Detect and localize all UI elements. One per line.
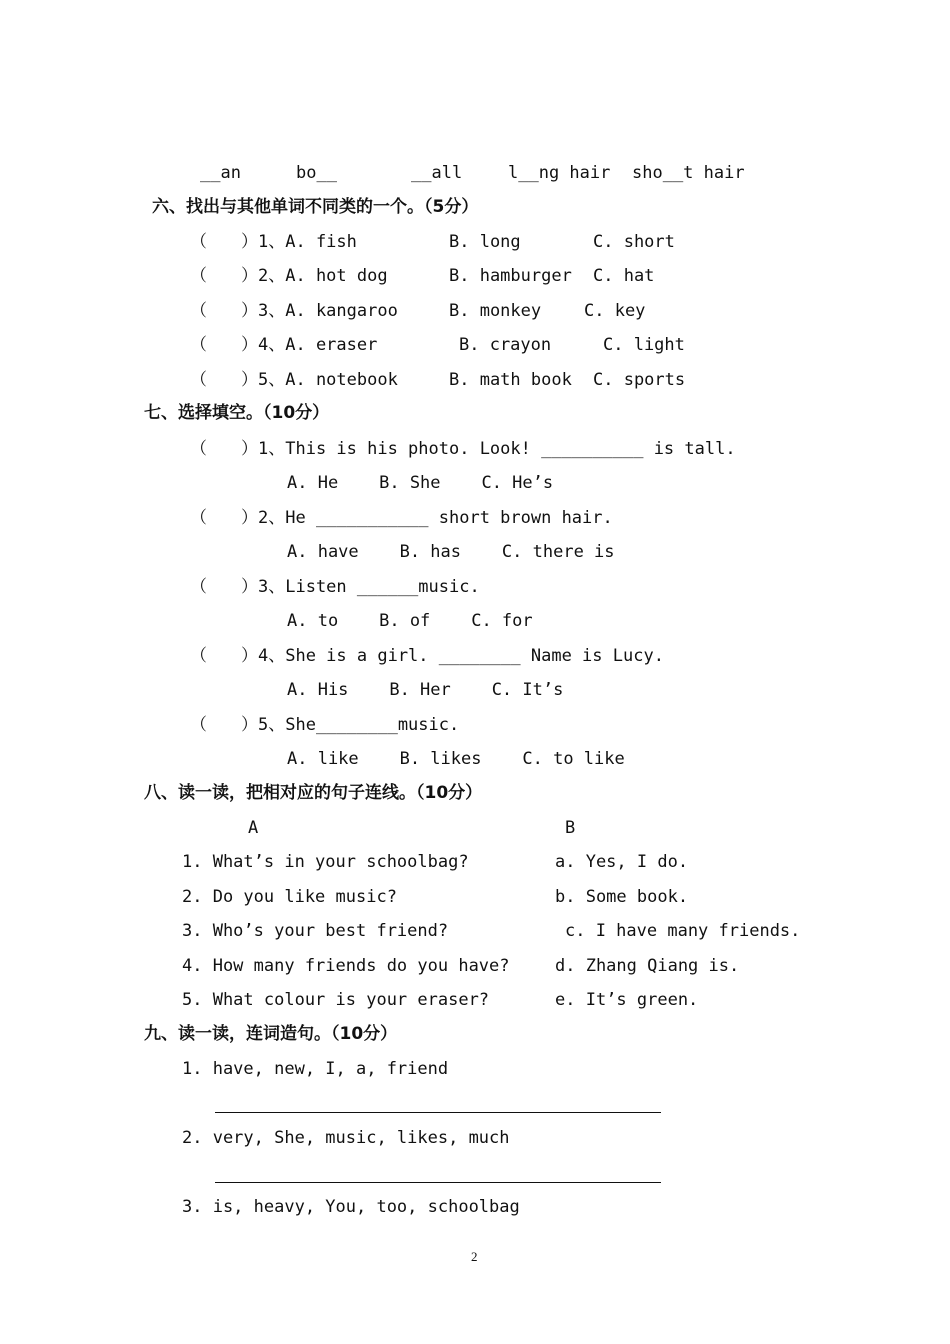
column-a-header: A: [248, 818, 259, 838]
answer-options: A. to B. of C. for: [287, 611, 533, 631]
column-b-item: a. Yes, I do.: [555, 852, 689, 872]
phonics-blank: __all: [411, 163, 463, 183]
option-b: B. long: [449, 232, 521, 252]
column-b-item: c. I have many friends.: [565, 921, 801, 941]
answer-options: A. His B. Her C. It’s: [287, 680, 564, 700]
question-line: （ ）3、Listen ______music.: [190, 577, 480, 597]
question-prefix: （ ）4、A. eraser: [190, 335, 378, 355]
column-a-item: 4. How many friends do you have?: [182, 956, 510, 976]
phonics-blank: sho__t hair: [632, 163, 745, 183]
phonics-blank: __an: [200, 163, 241, 183]
answer-line: [215, 1182, 661, 1183]
option-c: C. light: [603, 335, 685, 355]
page-number: 2: [471, 1249, 478, 1264]
word-list: 1. have, new, I, a, friend: [182, 1059, 449, 1079]
section-title: 六、找出与其他单词不同类的一个。（5分）: [152, 197, 479, 217]
question-prefix: （ ）2、A. hot dog: [190, 266, 388, 286]
column-a-item: 5. What colour is your eraser?: [182, 990, 490, 1010]
option-b: B. math book: [449, 370, 572, 390]
column-b-item: b. Some book.: [555, 887, 689, 907]
question-line: （ ）5、She________music.: [190, 715, 460, 735]
answer-line: [215, 1112, 661, 1113]
section-title: 九、读一读，连词造句。（10分）: [144, 1024, 398, 1044]
section-title: 八、读一读，把相对应的句子连线。（10分）: [144, 783, 483, 803]
answer-options: A. He B. She C. He’s: [287, 473, 554, 493]
word-list: 2. very, She, music, likes, much: [182, 1128, 510, 1148]
column-a-item: 3. Who’s your best friend?: [182, 921, 449, 941]
section-title: 七、选择填空。（10分）: [144, 403, 330, 423]
column-a-item: 1. What’s in your schoolbag?: [182, 852, 469, 872]
option-b: B. crayon: [459, 335, 552, 355]
option-c: C. sports: [593, 370, 686, 390]
column-b-header: B: [565, 818, 576, 838]
question-prefix: （ ）3、A. kangaroo: [190, 301, 398, 321]
option-b: B. hamburger: [449, 266, 572, 286]
column-a-item: 2. Do you like music?: [182, 887, 397, 907]
question-prefix: （ ）1、A. fish: [190, 232, 357, 252]
column-b-item: d. Zhang Qiang is.: [555, 956, 740, 976]
phonics-blank: bo__: [296, 163, 337, 183]
option-c: C. short: [593, 232, 675, 252]
column-b-item: e. It’s green.: [555, 990, 699, 1010]
question-prefix: （ ）5、A. notebook: [190, 370, 398, 390]
option-c: C. hat: [593, 266, 655, 286]
answer-options: A. have B. has C. there is: [287, 542, 615, 562]
answer-options: A. like B. likes C. to like: [287, 749, 625, 769]
question-line: （ ）4、She is a girl. ________ Name is Lucy.: [190, 646, 664, 666]
question-line: （ ）1、This is his photo. Look! __________ is tall.: [190, 439, 736, 459]
word-list: 3. is, heavy, You, too, schoolbag: [182, 1197, 520, 1217]
option-b: B. monkey: [449, 301, 542, 321]
phonics-blank: l__ng hair: [508, 163, 611, 183]
question-line: （ ）2、He ___________ short brown hair.: [190, 508, 613, 528]
option-c: C. key: [584, 301, 646, 321]
